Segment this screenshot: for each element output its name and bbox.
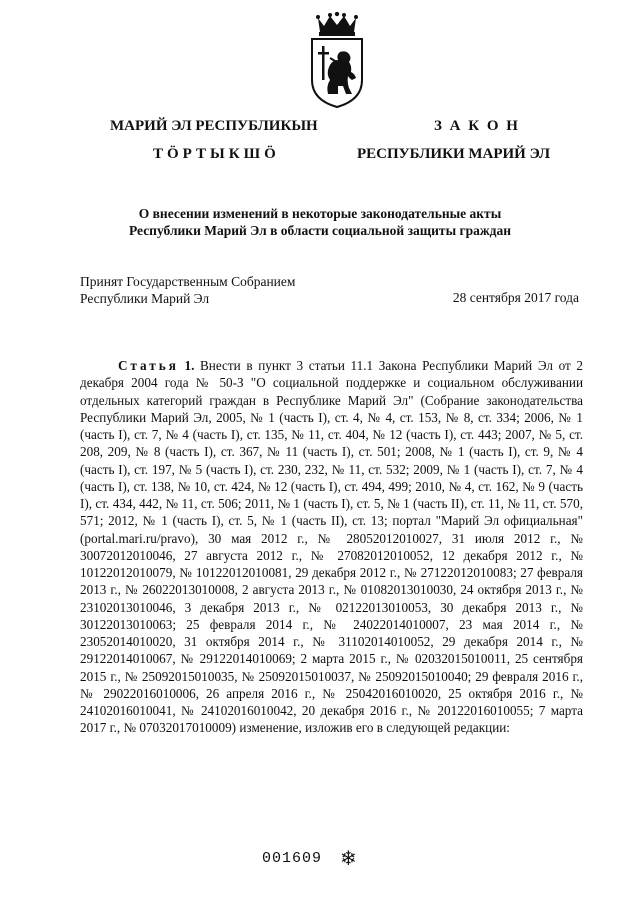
form-serial-number: 001609 xyxy=(262,850,323,867)
header-right-line1: З А К О Н xyxy=(434,118,520,134)
law-title-line2: Республики Марий Эл в области социальной защиты граждан xyxy=(128,223,512,238)
adopted-line1: Принят Государственным Собранием xyxy=(80,274,296,289)
header-left-line2: ТӦРТЫКШӦ xyxy=(153,146,280,162)
article-1-paragraph xyxy=(80,357,583,737)
snowflake-mark-icon: ❄ xyxy=(340,846,357,870)
header-right-line2: РЕСПУБЛИКИ МАРИЙ ЭЛ xyxy=(357,146,551,162)
article-number: 1. xyxy=(184,358,195,373)
header-left-line1: МАРИЙ ЭЛ РЕСПУБЛИКЫН xyxy=(110,118,318,134)
adopted-line2: Республики Марий Эл xyxy=(80,291,210,306)
coat-of-arms-icon xyxy=(302,12,372,110)
adopted-by xyxy=(80,273,295,307)
law-title xyxy=(60,205,580,239)
adoption-date: 28 сентября 2017 года xyxy=(452,290,579,305)
law-title-line1: О внесении изменений в некоторые законодательные акты xyxy=(138,206,502,221)
article-label: Статья xyxy=(118,358,179,373)
article-text: Внести в пункт 3 статьи 11.1 Закона Республики Марий Эл от 2 декабря 2004 года № 50-З "О социальной поддержке и социальном обслуживании отдельных категорий граждан в Республике Марий Эл" (Собрание законодательства Республики Марий Эл, 2005, № 1 (часть I), ст. 4, № 4, ст. 153, № 8, ст. 334; 2006, № 1 (часть I), ст. 7, № 4 (часть I), ст. 135, № 11, ст. 404, № 12 (часть I), ст. 443; 2007, № 5, ст. 208, 209, № 8 (часть I), ст. 367, № 11 (часть I), ст. 501; 2008, № 1 (часть I), ст. 9, № 4 (часть I), ст. 197, № 5 (часть I), ст. 230, 232, № 11, ст. 532; 2009, № 1 (часть I), ст. 7, № 4 (часть I), ст. 138, № 10, ст. 424, № 12 (часть I), ст. 494, 499; 2010, № 4, ст. 162, № 9 (часть I), ст. 434, 442, № 11, ст. 506; 2011, № 1 (часть I), ст. 5, № 1 (часть II), ст. 11, № 11, ст. 570, 571; 2012, № 1 (часть I), ст. 5, № 1 (часть II), ст. 13; портал "Марий Эл официальная" (portal.mari.ru/pravo), 30 мая 2012 г., № 28052012010027, 31 июля 2012 г., № 30072012010046, 27 августа 2012 г., № 27082012010052, 12 декабря 2012 г., № 10122012010079, № 10122012010081, 29 декабря 2012 г., № 27122012010083; 27 февраля 2013 г., № 26022013010008, 2 августа 2013 г., № 01082013010030, 24 октября 2013 г., № 23102013010046, 3 декабря 2013 г., № 02122013010053, 30 декабря 2013 г., № 30122013010063; 25 февраля 2014 г., № 24022014010007, 23 мая 2014 г., № 23052014010020, 31 октября 2014 г., № 31102014010052, 29 декабря 2014 г., № 29122014010067, № 29122014010069; 2 марта 2015 г., № 02032015010011, 25 сентября 2015 г., № 25092015010035, № 25092015010037, № 25092015010040; 29 февраля 2016 г., № 29022016010006, 26 апреля 2016 г., № 25042016010020, 25 октября 2016 г., № 24102016010041, № 24102016010042, 20 декабря 2016 г., № 20122016010055; 7 марта 2017 г., № 07032017010009) изменение, изложив его в следующей редакции: xyxy=(80,358,584,736)
